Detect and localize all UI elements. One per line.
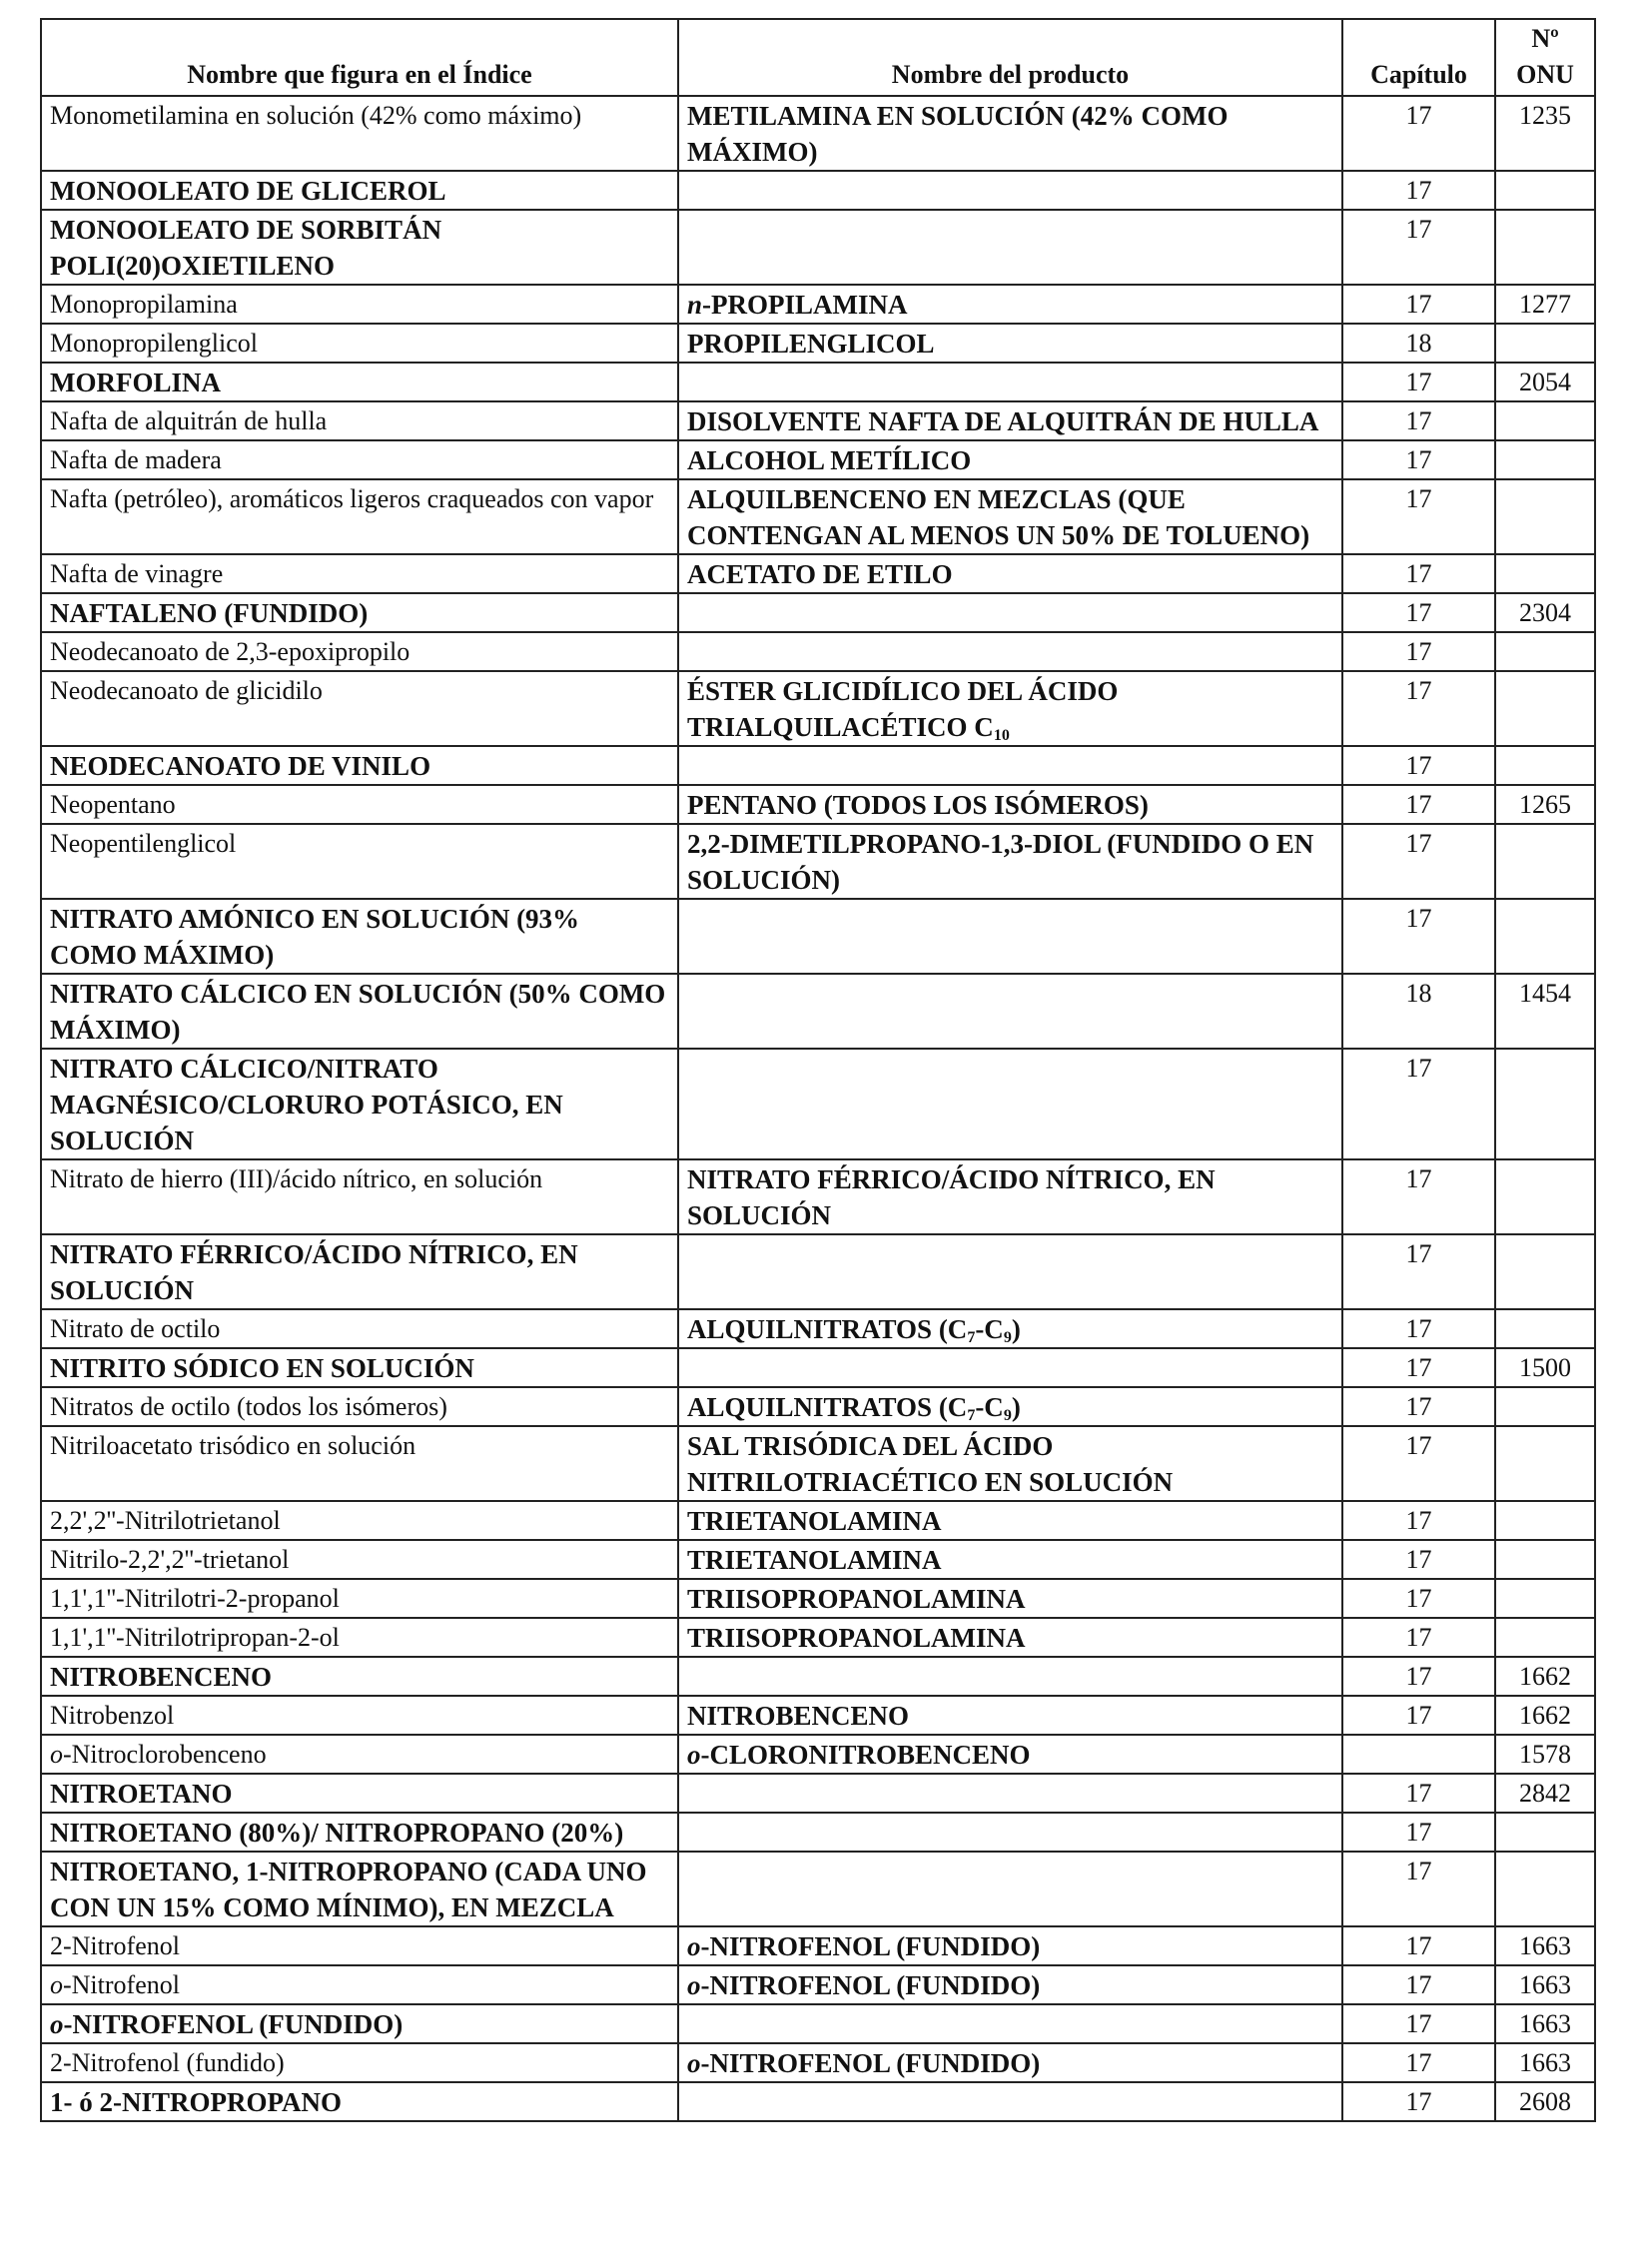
cell-un-number: 1500 [1495,1348,1595,1387]
cell-product-name: DISOLVENTE NAFTA DE ALQUITRÁN DE HULLA [678,401,1342,440]
cell-index-name: Nitriloacetato trisódico en solución [41,1426,678,1501]
cell-chapter: 17 [1342,1852,1495,1926]
cell-un-number [1495,1049,1595,1159]
cell-chapter: 17 [1342,1540,1495,1579]
cell-product-name: o-NITROFENOL (FUNDIDO) [678,1965,1342,2004]
table-row [41,1348,1595,1387]
cell-index-name: 1,1',1''-Nitrilotri-2-propanol [41,1579,678,1618]
cell-chapter: 17 [1342,632,1495,671]
table-row [41,1852,1595,1926]
cell-chapter: 17 [1342,671,1495,746]
cell-index-name: 2-Nitrofenol [41,1926,678,1965]
cell-chapter: 17 [1342,1618,1495,1657]
cell-chapter: 18 [1342,324,1495,363]
table-row [41,1540,1595,1579]
table-row [41,1426,1595,1501]
cell-chapter: 17 [1342,1387,1495,1426]
cell-chapter: 17 [1342,1657,1495,1696]
table-row [41,2043,1595,2082]
table-row [41,974,1595,1049]
table-row [41,1618,1595,1657]
cell-un-number [1495,1234,1595,1309]
cell-un-number: 1277 [1495,285,1595,324]
cell-product-name: METILAMINA EN SOLUCIÓN (42% COMO MÁXIMO) [678,96,1342,171]
cell-un-number [1495,1813,1595,1852]
cell-un-number [1495,671,1595,746]
cell-product-name [678,746,1342,785]
cell-un-number [1495,746,1595,785]
table-row [41,96,1595,171]
cell-product-name [678,593,1342,632]
table-row [41,363,1595,401]
cell-chapter: 17 [1342,1579,1495,1618]
cell-chapter: 17 [1342,479,1495,554]
cell-chapter: 17 [1342,171,1495,210]
cell-product-name [678,363,1342,401]
cell-un-number [1495,1579,1595,1618]
cell-product-name [678,2082,1342,2121]
cell-index-name: 2,2',2''-Nitrilotrietanol [41,1501,678,1540]
cell-un-number: 2608 [1495,2082,1595,2121]
cell-index-name: Nitrobenzol [41,1696,678,1735]
cell-product-name [678,1049,1342,1159]
cell-product-name: o-NITROFENOL (FUNDIDO) [678,2043,1342,2082]
table-row [41,171,1595,210]
cell-un-number: 1663 [1495,1926,1595,1965]
table-row [41,671,1595,746]
cell-index-name: 1,1',1''-Nitrilotripropan-2-ol [41,1618,678,1657]
cell-index-name: NITRATO CÁLCICO/NITRATO MAGNÉSICO/CLORURO POTÁSICO, EN SOLUCIÓN [41,1049,678,1159]
cell-product-name [678,1234,1342,1309]
cell-un-number: 1663 [1495,2043,1595,2082]
document-page [40,18,1594,2122]
table-row [41,210,1595,285]
cell-product-name: n-PROPILAMINA [678,285,1342,324]
cell-product-name [678,632,1342,671]
table-row [41,1696,1595,1735]
cell-index-name: o-Nitrofenol [41,1965,678,2004]
cell-chapter: 17 [1342,1696,1495,1735]
cell-chapter: 17 [1342,593,1495,632]
cell-un-number: 1663 [1495,1965,1595,2004]
table-row [41,554,1595,593]
cell-product-name: TRIETANOLAMINA [678,1501,1342,1540]
table-row [41,746,1595,785]
cell-index-name: NAFTALENO (FUNDIDO) [41,593,678,632]
cell-un-number [1495,1159,1595,1234]
cell-chapter: 17 [1342,2004,1495,2043]
header-product-name: Nombre del producto [678,19,1342,96]
table-row [41,1234,1595,1309]
cell-index-name: NITRATO CÁLCICO EN SOLUCIÓN (50% COMO MÁXIMO) [41,974,678,1049]
cell-chapter: 17 [1342,2043,1495,2082]
table-body [41,96,1595,2121]
cell-un-number: 2842 [1495,1774,1595,1813]
cell-un-number: 1663 [1495,2004,1595,2043]
cell-product-name [678,1348,1342,1387]
cell-un-number: 2054 [1495,363,1595,401]
cell-un-number [1495,324,1595,363]
cell-index-name: o-Nitroclorobenceno [41,1735,678,1774]
table-row [41,440,1595,479]
cell-product-name: o-CLORONITROBENCENO [678,1735,1342,1774]
cell-chapter: 17 [1342,1813,1495,1852]
cell-un-number [1495,1387,1595,1426]
cell-product-name: NITRATO FÉRRICO/ÁCIDO NÍTRICO, EN SOLUCIÓN [678,1159,1342,1234]
table-row [41,1049,1595,1159]
cell-product-name: ÉSTER GLICIDÍLICO DEL ÁCIDO TRIALQUILACÉTICO $C_{10}$ [678,671,1342,746]
cell-product-name [678,899,1342,974]
cell-index-name: Nitrato de octilo [41,1309,678,1348]
cell-index-name: MONOOLEATO DE GLICEROL [41,171,678,210]
header-row [41,19,1595,96]
table-row [41,401,1595,440]
cell-index-name: NITROBENCENO [41,1657,678,1696]
header-un-number: Nº ONU [1495,19,1595,96]
cell-index-name: Nitrato de hierro (III)/ácido nítrico, en solución [41,1159,678,1234]
cell-product-name: NITROBENCENO [678,1696,1342,1735]
cell-chapter: 17 [1342,746,1495,785]
cell-index-name: Nitratos de octilo (todos los isómeros) [41,1387,678,1426]
cell-product-name [678,1657,1342,1696]
table-row [41,899,1595,974]
cell-chapter: 17 [1342,785,1495,824]
cell-chapter: 17 [1342,1348,1495,1387]
cell-product-name: ALQUILNITRATOS $(C_7-C_9)$ [678,1387,1342,1426]
cell-product-name: 2,2-DIMETILPROPANO-1,3-DIOL (FUNDIDO O EN SOLUCIÓN) [678,824,1342,899]
cell-chapter: 17 [1342,554,1495,593]
cell-index-name: Nafta de vinagre [41,554,678,593]
cell-index-name: Neopentilenglicol [41,824,678,899]
cell-index-name: MONOOLEATO DE SORBITÁN POLI(20)OXIETILENO [41,210,678,285]
cell-index-name: Nafta de alquitrán de hulla [41,401,678,440]
table-row [41,1387,1595,1426]
cell-product-name [678,1852,1342,1926]
table-row [41,1579,1595,1618]
cell-chapter: 17 [1342,2082,1495,2121]
cell-index-name: 2-Nitrofenol (fundido) [41,2043,678,2082]
cell-product-name: ALCOHOL METÍLICO [678,440,1342,479]
cell-product-name: SAL TRISÓDICA DEL ÁCIDO NITRILOTRIACÉTICO EN SOLUCIÓN [678,1426,1342,1501]
cell-chapter: 17 [1342,210,1495,285]
cell-index-name: Monopropilenglicol [41,324,678,363]
table-row [41,2004,1595,2043]
cell-index-name: MORFOLINA [41,363,678,401]
table-row [41,1965,1595,2004]
cell-un-number [1495,1618,1595,1657]
cell-un-number [1495,1501,1595,1540]
cell-chapter: 17 [1342,401,1495,440]
table-row [41,1926,1595,1965]
cell-product-name: ALQUILNITRATOS $(C_7-C_9)$ [678,1309,1342,1348]
cell-product-name [678,210,1342,285]
cell-index-name: NITROETANO (80%)/ NITROPROPANO (20%) [41,1813,678,1852]
table-row [41,1774,1595,1813]
cell-chapter: 18 [1342,974,1495,1049]
table-row [41,324,1595,363]
cell-chapter: 17 [1342,1159,1495,1234]
cell-un-number [1495,1852,1595,1926]
cell-index-name: Neodecanoato de 2,3-epoxipropilo [41,632,678,671]
table-row [41,593,1595,632]
cell-product-name: o-NITROFENOL (FUNDIDO) [678,1926,1342,1965]
cell-un-number: 1454 [1495,974,1595,1049]
cell-un-number [1495,479,1595,554]
cell-un-number: 1662 [1495,1696,1595,1735]
cell-un-number [1495,171,1595,210]
chemical-index-table [40,18,1596,2122]
table-row [41,1735,1595,1774]
cell-un-number: 1235 [1495,96,1595,171]
cell-index-name: NITRATO AMÓNICO EN SOLUCIÓN (93% COMO MÁXIMO) [41,899,678,974]
cell-chapter: 17 [1342,440,1495,479]
cell-un-number: 1662 [1495,1657,1595,1696]
cell-index-name: Monometilamina en solución (42% como máximo) [41,96,678,171]
cell-chapter: 17 [1342,1965,1495,2004]
table-row [41,632,1595,671]
cell-chapter: 17 [1342,363,1495,401]
cell-product-name [678,1813,1342,1852]
cell-index-name: Nafta (petróleo), aromáticos ligeros craqueados con vapor [41,479,678,554]
cell-un-number [1495,824,1595,899]
cell-un-number [1495,632,1595,671]
table-row [41,785,1595,824]
table-row [41,1501,1595,1540]
table-row [41,824,1595,899]
cell-index-name: NITRATO FÉRRICO/ÁCIDO NÍTRICO, EN SOLUCIÓN [41,1234,678,1309]
cell-product-name: TRIISOPROPANOLAMINA [678,1579,1342,1618]
cell-product-name: TRIISOPROPANOLAMINA [678,1618,1342,1657]
cell-index-name: NITROETANO [41,1774,678,1813]
cell-index-name: Neopentano [41,785,678,824]
cell-index-name: Nafta de madera [41,440,678,479]
cell-un-number [1495,554,1595,593]
cell-product-name [678,2004,1342,2043]
cell-product-name: TRIETANOLAMINA [678,1540,1342,1579]
cell-chapter: 17 [1342,96,1495,171]
cell-product-name: ACETATO DE ETILO [678,554,1342,593]
cell-product-name: ALQUILBENCENO EN MEZCLAS (QUE CONTENGAN AL MENOS UN 50% DE TOLUENO) [678,479,1342,554]
table-row [41,1813,1595,1852]
cell-product-name [678,1774,1342,1813]
cell-un-number [1495,1540,1595,1579]
cell-chapter: 17 [1342,1774,1495,1813]
cell-un-number [1495,1309,1595,1348]
cell-chapter: 17 [1342,1501,1495,1540]
table-row [41,1657,1595,1696]
cell-index-name: Neodecanoato de glicidilo [41,671,678,746]
cell-chapter: 17 [1342,824,1495,899]
cell-product-name: PENTANO (TODOS LOS ISÓMEROS) [678,785,1342,824]
cell-index-name: 1- ó 2-NITROPROPANO [41,2082,678,2121]
header-index-name: Nombre que figura en el Índice [41,19,678,96]
cell-product-name [678,171,1342,210]
cell-chapter: 17 [1342,1926,1495,1965]
cell-un-number: 1265 [1495,785,1595,824]
cell-product-name [678,974,1342,1049]
cell-un-number [1495,440,1595,479]
cell-index-name: o-NITROFENOL (FUNDIDO) [41,2004,678,2043]
cell-un-number: 2304 [1495,593,1595,632]
table-row [41,285,1595,324]
cell-chapter: 17 [1342,1426,1495,1501]
cell-un-number [1495,899,1595,974]
cell-index-name: Monopropilamina [41,285,678,324]
cell-un-number [1495,1426,1595,1501]
cell-index-name: NITRITO SÓDICO EN SOLUCIÓN [41,1348,678,1387]
cell-chapter: 17 [1342,899,1495,974]
cell-chapter: 17 [1342,285,1495,324]
cell-product-name: PROPILENGLICOL [678,324,1342,363]
cell-un-number [1495,401,1595,440]
cell-index-name: NITROETANO, 1-NITROPROPANO (CADA UNO CON UN 15% COMO MÍNIMO), EN MEZCLA [41,1852,678,1926]
table-row [41,479,1595,554]
cell-chapter [1342,1735,1495,1774]
cell-un-number [1495,210,1595,285]
cell-un-number: 1578 [1495,1735,1595,1774]
header-chapter: Capítulo [1342,19,1495,96]
cell-index-name: NEODECANOATO DE VINILO [41,746,678,785]
cell-index-name: Nitrilo-2,2',2''-trietanol [41,1540,678,1579]
cell-chapter: 17 [1342,1049,1495,1159]
cell-chapter: 17 [1342,1234,1495,1309]
cell-chapter: 17 [1342,1309,1495,1348]
table-row [41,2082,1595,2121]
table-row [41,1159,1595,1234]
table-row [41,1309,1595,1348]
